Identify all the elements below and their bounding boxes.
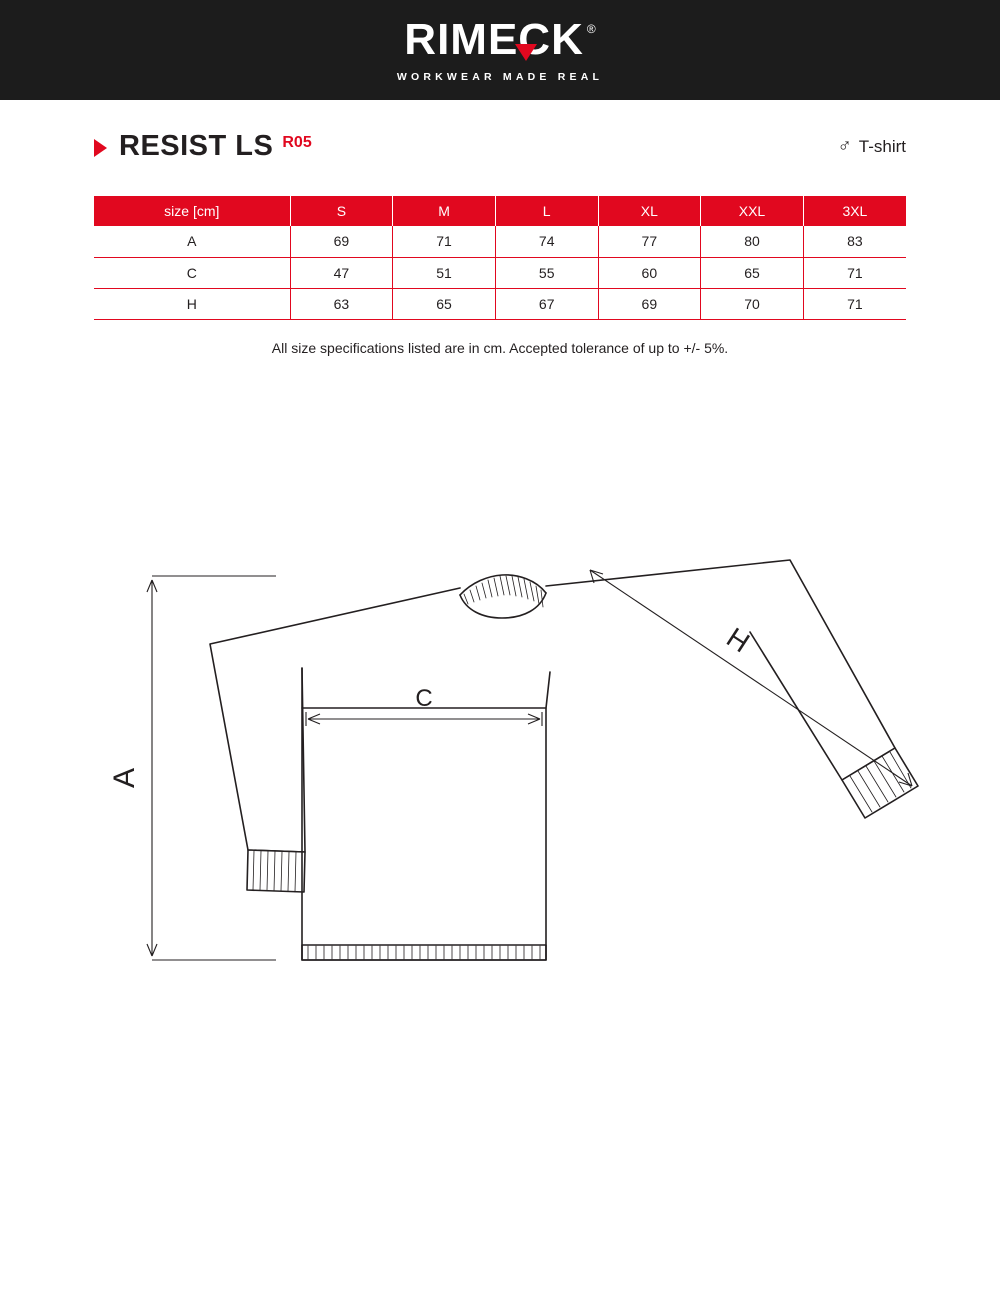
cuff-left	[247, 850, 305, 892]
dimension-label-a: A	[108, 767, 141, 789]
hem-ribbing	[308, 946, 540, 959]
table-header-cell: size [cm]	[94, 196, 290, 226]
row-label: H	[94, 288, 290, 319]
table-header-row	[94, 196, 906, 226]
arrow-right-icon	[94, 139, 107, 157]
table-cell: 77	[598, 226, 701, 257]
table-row	[94, 288, 906, 319]
row-label: A	[94, 226, 290, 257]
measurement-lines	[147, 570, 912, 960]
table-cell: 71	[393, 226, 496, 257]
table-cell: 65	[701, 257, 804, 288]
product-code: R05	[282, 134, 312, 151]
product-title-row	[94, 130, 906, 163]
table-cell: 67	[495, 288, 598, 319]
brand-logo-text: RIMECK	[404, 14, 584, 64]
row-label: C	[94, 257, 290, 288]
dimension-label-h: H	[721, 621, 756, 659]
logo-triangle-icon	[515, 44, 537, 61]
product-category-label: T-shirt	[858, 136, 906, 156]
brand-tagline: WORKWEAR MADE REAL	[396, 70, 604, 83]
table-cell: 71	[803, 257, 906, 288]
table-header-cell: L	[495, 196, 598, 226]
tolerance-note: All size specifications listed are in cm. Accepted tolerance of up to +/- 5%.	[271, 340, 729, 356]
brand-header	[0, 0, 1000, 100]
table-cell: 51	[393, 257, 496, 288]
table-cell: 71	[803, 288, 906, 319]
registered-mark: ®	[586, 21, 596, 36]
table-header-cell: S	[290, 196, 393, 226]
table-cell: 55	[495, 257, 598, 288]
table-header-cell: XL	[598, 196, 701, 226]
brand-logo	[404, 14, 596, 64]
table-cell: 69	[598, 288, 701, 319]
table-cell: 63	[290, 288, 393, 319]
garment-diagram	[90, 540, 930, 1020]
male-gender-icon: ♂	[837, 136, 852, 157]
product-category	[838, 137, 906, 157]
sleeve-right-outline	[546, 560, 895, 780]
table-cell: 74	[495, 226, 598, 257]
table-cell: 70	[701, 288, 804, 319]
table-header-cell: M	[393, 196, 496, 226]
page-title: RESIST LS	[119, 130, 274, 162]
dimension-label-c: C	[415, 685, 433, 712]
table-row	[94, 257, 906, 288]
size-table	[94, 196, 906, 320]
table-cell: 60	[598, 257, 701, 288]
table-cell: 47	[290, 257, 393, 288]
table-cell: 69	[290, 226, 393, 257]
table-cell: 65	[393, 288, 496, 319]
table-header-cell: 3XL	[803, 196, 906, 226]
bottom-hem	[302, 945, 546, 960]
garment-diagram-svg	[90, 540, 930, 1020]
torso-outline	[302, 708, 546, 960]
table-cell: 83	[803, 226, 906, 257]
table-header-cell: XXL	[701, 196, 804, 226]
table-row	[94, 226, 906, 257]
sleeve-left-outline	[210, 588, 460, 852]
table-cell: 80	[701, 226, 804, 257]
